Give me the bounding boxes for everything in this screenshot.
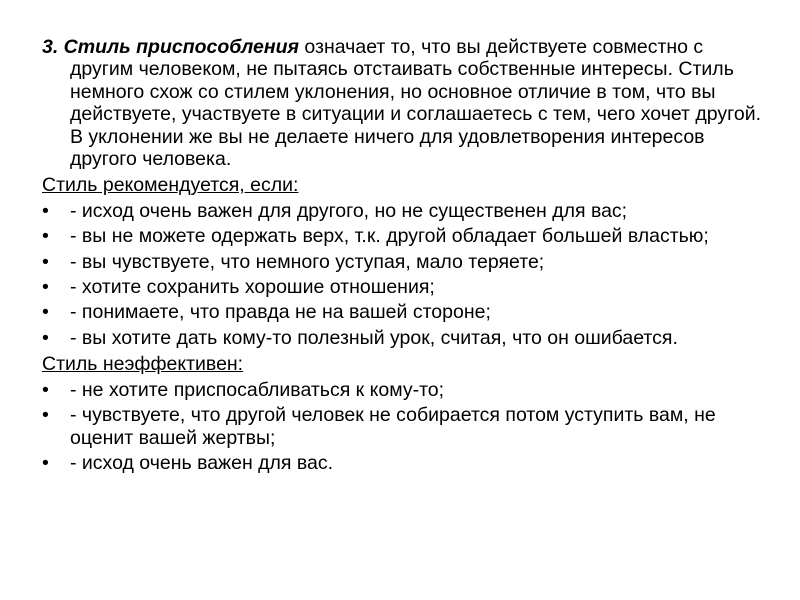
list-item-text: - исход очень важен для другого, но не существенен для вас;: [70, 199, 628, 222]
list-item-text: - вы хотите дать кому-то полезный урок, считая, что он ошибается.: [70, 326, 678, 349]
ineffective-heading: Стиль неэффективен:: [42, 353, 244, 376]
intro-text: означает то, что вы действуете совместно с другим человеком, не пытаясь отстаивать собственные интересы. Стиль немного схож со стилем уклонения, но основное отличие в том, что вы действуете, участвуете в ситуации и соглашаетесь с тем, чего хочет другой. В уклонении же вы не делаете ничего для удовлетворения интересов другого человека.: [70, 36, 762, 171]
bullet-icon: •: [42, 276, 49, 299]
list-item-text: - понимаете, что правда не на вашей стороне;: [70, 301, 491, 324]
list-item: [42, 379, 762, 401]
list-item-text: - исход очень важен для вас.: [70, 451, 334, 474]
list-item: [42, 301, 762, 323]
slide-content: [42, 36, 762, 478]
list-item: [42, 452, 762, 474]
recommended-heading: Стиль рекомендуется, если:: [42, 174, 299, 197]
ineffective-list: [42, 379, 762, 475]
bullet-icon: •: [42, 326, 49, 349]
list-item: [42, 251, 762, 273]
list-item-text: - вы чувствуете, что немного уступая, мало теряете;: [70, 250, 545, 273]
intro-title: 3. Стиль приспособления: [42, 36, 300, 58]
bullet-icon: •: [42, 404, 49, 427]
list-item: [42, 225, 762, 247]
bullet-icon: •: [42, 451, 49, 474]
list-item-text: - не хотите приспосабливаться к кому-то;: [70, 378, 445, 401]
intro-paragraph: [42, 36, 762, 170]
list-item-text: - хотите сохранить хорошие отношения;: [70, 276, 435, 299]
bullet-icon: •: [42, 250, 49, 273]
list-item-text: - вы не можете одержать верх, т.к. другой обладает большей властью;: [70, 225, 709, 248]
recommended-list: [42, 200, 762, 349]
list-item: [42, 200, 762, 222]
list-item: [42, 327, 762, 349]
list-item-text: - чувствуете, что другой человек не собирается потом уступить вам, не оценит вашей жертвы;: [70, 404, 716, 449]
list-item: [42, 276, 762, 298]
bullet-icon: •: [42, 301, 49, 324]
bullet-icon: •: [42, 225, 49, 248]
bullet-icon: •: [42, 378, 49, 401]
bullet-icon: •: [42, 199, 49, 222]
list-item: [42, 404, 762, 449]
